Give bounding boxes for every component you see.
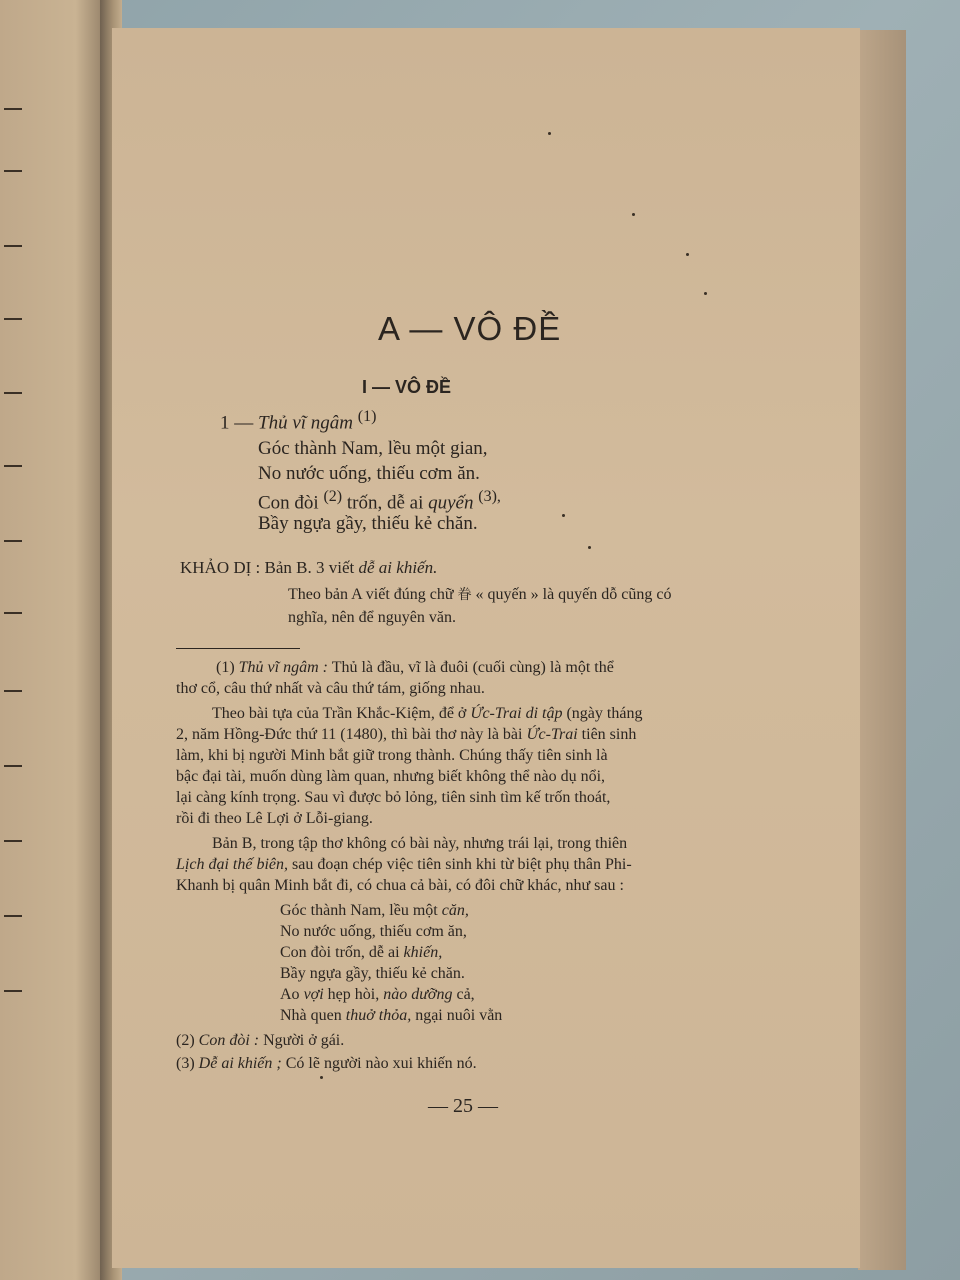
footnote-line: thơ cổ, câu thứ nhất và câu thứ tám, giống nhau. bbox=[176, 680, 485, 697]
quoted-poem-line: Nhà quen thuở thỏa, ngại nuôi vằn bbox=[280, 1007, 503, 1024]
footnote-2: (2) Con đòi : Người ở gái. bbox=[176, 1032, 345, 1049]
footnote-line: làm, khi bị người Minh bắt giữ trong thành. Chúng thấy tiên sinh là bbox=[176, 747, 608, 764]
footnote-line: lại càng kính trọng. Sau vì được bỏ lỏng, tiên sinh tìm kế trốn thoát, bbox=[176, 789, 611, 806]
section-title: I — VÔ ĐỀ bbox=[362, 377, 452, 397]
page-edge bbox=[858, 30, 906, 1270]
quoted-poem-line: No nước uống, thiếu cơm ăn, bbox=[280, 923, 467, 940]
footnote-3: (3) Dễ ai khiến ; Có lẽ người nào xui khiến nó. bbox=[176, 1055, 477, 1072]
poem-line: Bầy ngựa gầy, thiếu kẻ chăn. bbox=[258, 513, 478, 534]
footnote-1: (1) Thủ vĩ ngâm : Thủ là đầu, vĩ là đuôi (cuối cùng) là một thể bbox=[216, 659, 614, 676]
variant-label: KHẢO DỊ : bbox=[180, 558, 261, 577]
quoted-poem-line: Bầy ngựa gầy, thiếu kẻ chăn. bbox=[280, 965, 465, 982]
poem-line: Con đòi $^{(2)}$ trốn, dễ ai quyến $^{(3),}$ bbox=[258, 488, 501, 514]
poem-line: No nước uống, thiếu cơm ăn. bbox=[258, 463, 480, 484]
page-title: A — VÔ ĐỀ bbox=[378, 310, 562, 347]
footnote-line: Khanh bị quân Minh bắt đi, có chua cả bài, có đôi chữ khác, như sau : bbox=[176, 877, 624, 894]
footnote-line: rồi đi theo Lê Lợi ở Lỗi-giang. bbox=[176, 810, 373, 827]
footnote-line: Bản B, trong tập thơ không có bài này, nhưng trái lại, trong thiên bbox=[212, 835, 628, 852]
quoted-poem-line: Ao vợi hẹp hòi, nào dưỡng cả, bbox=[280, 986, 475, 1003]
footnote-divider bbox=[176, 648, 300, 649]
previous-page bbox=[0, 0, 108, 1280]
quoted-poem-line: Góc thành Nam, lều một căn, bbox=[280, 902, 469, 919]
quoted-poem-line: Con đòi trốn, dễ ai khiến, bbox=[280, 944, 443, 961]
poem-name: Thủ vĩ ngâm bbox=[258, 412, 353, 434]
footnote-ref: (3), bbox=[478, 488, 501, 505]
chinese-character: 眷 bbox=[457, 587, 472, 603]
book-page bbox=[112, 28, 860, 1268]
variant-note: KHẢO DỊ : Bản B. 3 viết dễ ai khiến. bbox=[180, 558, 438, 577]
variant-text: Theo bản A viết đúng chữ 眷 « quyến » là quyến dỗ cũng có bbox=[288, 586, 672, 603]
footnote-line: Theo bài tựa của Trần Khắc-Kiệm, để ở Ức-Trai di tập (ngày tháng bbox=[212, 705, 643, 722]
footnote-line: Lịch đại thế biên, sau đoạn chép việc tiên sinh khi từ biệt phụ thân Phi- bbox=[176, 856, 632, 873]
footnote-line: 2, năm Hồng-Đức thứ 11 (1480), thì bài thơ này là bài Ức-Trai tiên sinh bbox=[176, 726, 637, 743]
page-number: — 25 — bbox=[428, 1095, 498, 1117]
poem-heading: 1 — Thủ vĩ ngâm $^{(1)}$ bbox=[220, 408, 377, 434]
poem-line: Góc thành Nam, lều một gian, bbox=[258, 438, 488, 459]
footnote-line: bậc đại tài, muốn dùng làm quan, nhưng biết không thể nào dụ nổi, bbox=[176, 768, 606, 785]
footnote-ref: (1) bbox=[357, 408, 377, 425]
footnote-ref: (2) bbox=[323, 488, 343, 505]
variant-text: nghĩa, nên để nguyên văn. bbox=[288, 609, 456, 626]
